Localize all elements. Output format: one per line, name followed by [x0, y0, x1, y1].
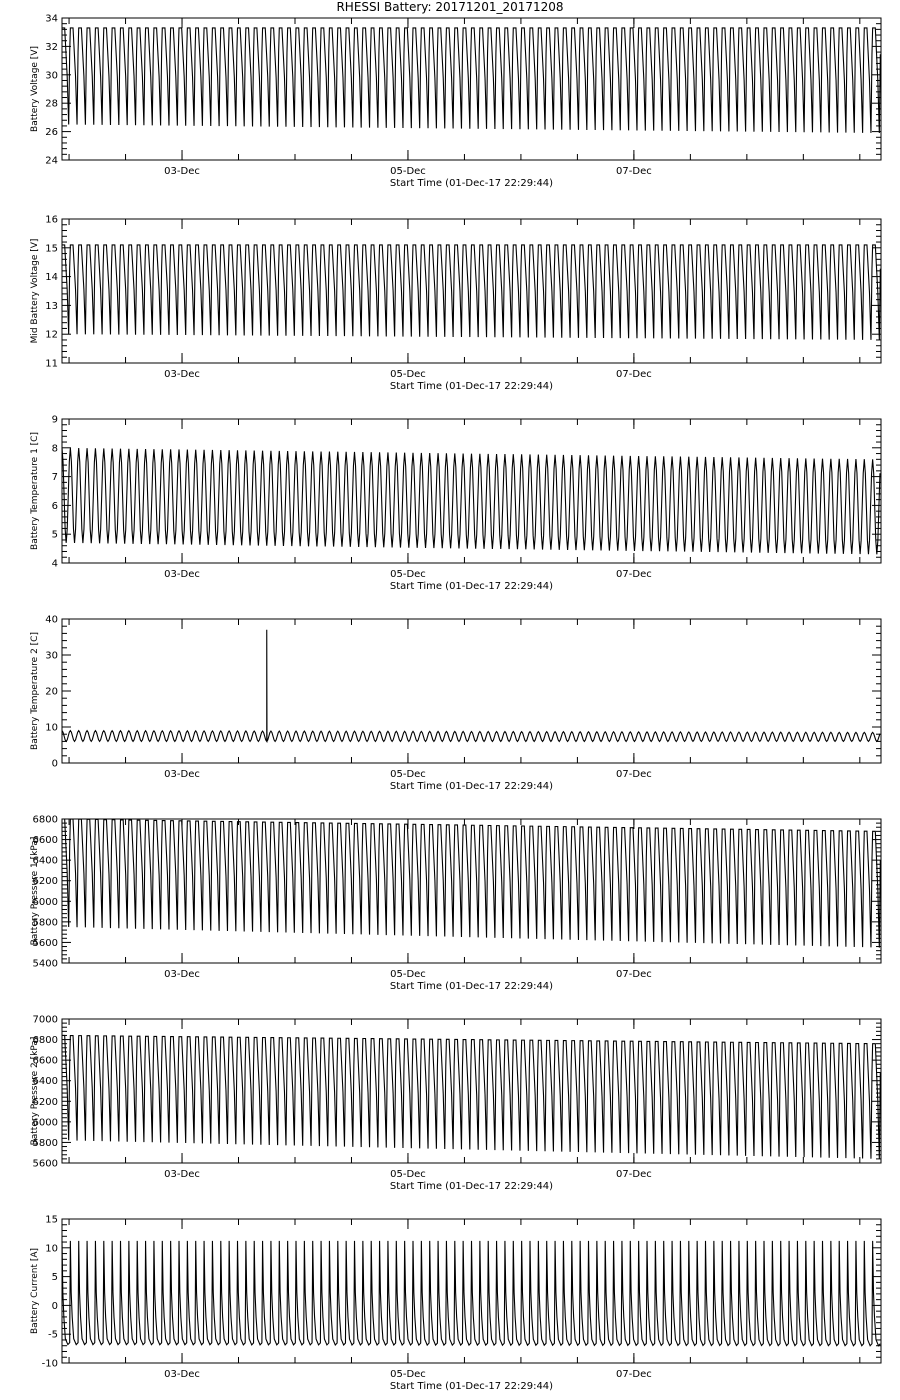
data-series-line: [62, 448, 880, 555]
y-tick-label: 40: [45, 614, 58, 626]
x-tick-label: 05-Dec: [390, 1369, 426, 1380]
y-tick-label: 5: [51, 1272, 58, 1284]
x-tick-label: 05-Dec: [390, 569, 426, 580]
x-tick-label: 07-Dec: [616, 369, 652, 380]
y-tick-label: 6000: [32, 1117, 58, 1129]
y-tick-label: 5600: [32, 937, 58, 949]
y-tick-label: 6400: [32, 1076, 58, 1088]
y-tick-label: 16: [45, 214, 58, 226]
y-tick-label: 10: [45, 1243, 58, 1255]
x-tick-label: 07-Dec: [616, 969, 652, 980]
y-tick-label: -10: [41, 1358, 58, 1370]
x-tick-label: 03-Dec: [164, 1169, 200, 1180]
y-tick-label: 5600: [32, 1158, 58, 1170]
x-tick-label: 03-Dec: [164, 769, 200, 780]
y-axis-label: Battery Temperature 1 [C]: [30, 432, 40, 550]
y-tick-label: 6600: [32, 835, 58, 847]
y-tick-label: 5400: [32, 958, 58, 970]
panel-7: [30, 1215, 881, 1393]
y-tick-label: 24: [45, 155, 58, 167]
data-series-line: [62, 819, 880, 948]
y-tick-label: 8: [51, 443, 58, 455]
y-tick-label: 13: [45, 300, 58, 312]
y-axis-label: Battery Voltage [V]: [30, 46, 40, 132]
y-tick-label: 10: [45, 722, 58, 734]
x-axis-label: Start Time (01-Dec-17 22:29:44): [389, 781, 554, 792]
data-series-line: [62, 1035, 880, 1158]
y-tick-label: 6400: [32, 855, 58, 867]
x-tick-label: 07-Dec: [616, 166, 652, 177]
x-tick-label: 07-Dec: [616, 1369, 652, 1380]
y-tick-label: 6000: [32, 896, 58, 908]
y-tick-label: 15: [45, 243, 58, 255]
y-tick-label: 6800: [32, 1035, 58, 1047]
x-axis-label: Start Time (01-Dec-17 22:29:44): [389, 1381, 554, 1392]
x-tick-label: 03-Dec: [164, 369, 200, 380]
panel-4: [30, 615, 881, 793]
x-tick-label: 07-Dec: [616, 769, 652, 780]
y-tick-label: 6600: [32, 1055, 58, 1067]
y-tick-label: 26: [45, 127, 58, 139]
x-tick-label: 05-Dec: [390, 369, 426, 380]
y-tick-label: 5800: [32, 917, 58, 929]
y-tick-label: 7: [51, 472, 58, 484]
y-tick-label: 4: [51, 558, 58, 570]
y-tick-label: -5: [48, 1329, 58, 1341]
y-tick-label: 15: [45, 1214, 58, 1226]
plot-frame: [62, 219, 881, 363]
y-tick-label: 14: [45, 272, 58, 284]
y-axis-label: Battery Current [A]: [30, 1247, 40, 1335]
x-tick-label: 05-Dec: [390, 969, 426, 980]
x-axis-label: Start Time (01-Dec-17 22:29:44): [389, 381, 554, 392]
y-axis-label: Battery Pressure 2 [kPa]: [30, 1036, 40, 1146]
figure-title: RHESSI Battery: 20171201_20171208: [336, 0, 564, 14]
y-tick-label: 6800: [32, 814, 58, 826]
y-axis-label: Mid Battery Voltage [V]: [30, 238, 40, 344]
plot-frame: [62, 419, 881, 563]
x-tick-label: 03-Dec: [164, 569, 200, 580]
x-tick-label: 05-Dec: [390, 166, 426, 177]
y-tick-label: 9: [51, 414, 58, 426]
panel-1: [30, 14, 881, 190]
y-tick-label: 30: [45, 650, 58, 662]
x-tick-label: 07-Dec: [616, 569, 652, 580]
panel-2: [30, 215, 881, 393]
y-tick-label: 0: [51, 758, 58, 770]
panel-6: [30, 1015, 881, 1193]
panel-3: [30, 415, 881, 593]
data-series-line: [62, 245, 880, 340]
y-axis-label: Battery Pressure 1 [kPa]: [30, 836, 40, 946]
y-axis-label: Battery Temperature 2 [C]: [30, 632, 40, 750]
x-tick-label: 05-Dec: [390, 1169, 426, 1180]
data-series-line: [62, 1241, 880, 1346]
y-tick-label: 6: [51, 500, 58, 512]
y-tick-label: 7000: [32, 1014, 58, 1026]
x-axis-label: Start Time (01-Dec-17 22:29:44): [389, 178, 554, 189]
x-tick-label: 03-Dec: [164, 166, 200, 177]
x-tick-label: 03-Dec: [164, 969, 200, 980]
y-tick-label: 20: [45, 686, 58, 698]
y-tick-label: 0: [51, 1300, 58, 1312]
y-tick-label: 30: [45, 70, 58, 82]
x-tick-label: 05-Dec: [390, 769, 426, 780]
y-tick-label: 6200: [32, 1096, 58, 1108]
y-tick-label: 34: [45, 13, 58, 25]
y-tick-label: 5: [51, 529, 58, 541]
x-axis-label: Start Time (01-Dec-17 22:29:44): [389, 981, 554, 992]
x-tick-label: 07-Dec: [616, 1169, 652, 1180]
data-series-line: [62, 28, 880, 133]
y-tick-label: 5800: [32, 1137, 58, 1149]
y-tick-label: 32: [45, 41, 58, 53]
y-tick-label: 11: [45, 358, 58, 370]
x-tick-label: 03-Dec: [164, 1369, 200, 1380]
y-tick-label: 6200: [32, 876, 58, 888]
y-tick-label: 12: [45, 329, 58, 341]
y-tick-label: 28: [45, 98, 58, 110]
data-series-line: [62, 630, 880, 742]
x-axis-label: Start Time (01-Dec-17 22:29:44): [389, 581, 554, 592]
x-axis-label: Start Time (01-Dec-17 22:29:44): [389, 1181, 554, 1192]
plot-frame: [62, 619, 881, 763]
panel-5: [30, 815, 881, 993]
